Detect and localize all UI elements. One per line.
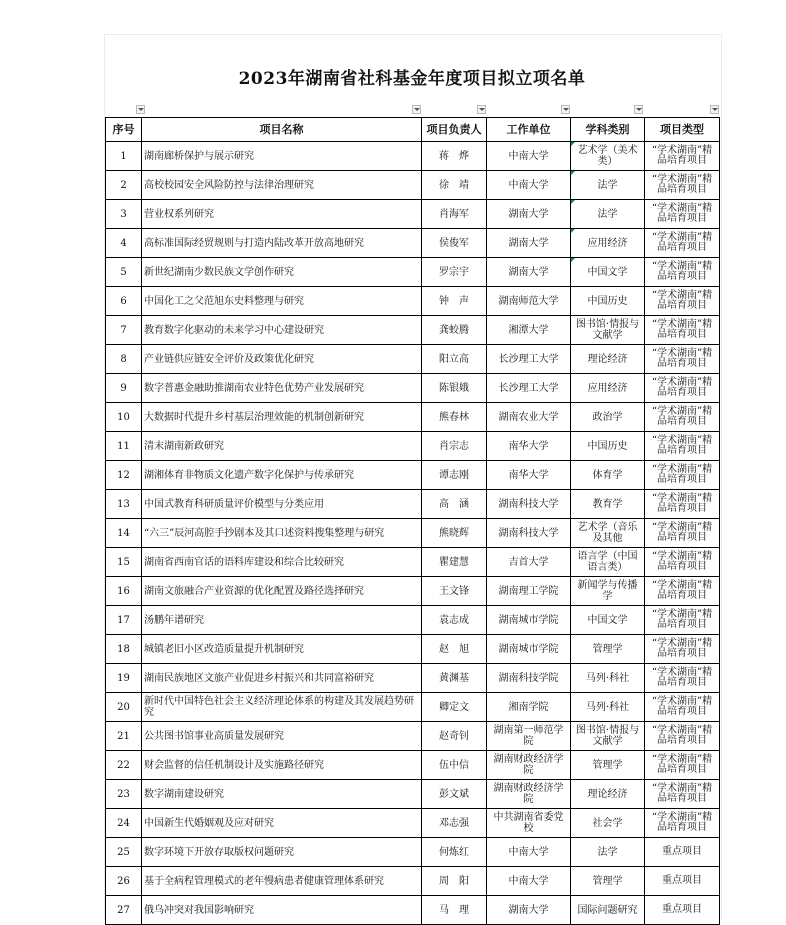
cell-unit[interactable]: 湖南第一师范学院 xyxy=(487,722,571,751)
table-row xyxy=(106,432,720,461)
cell-subject[interactable]: 国际问题研究 xyxy=(571,896,645,925)
cell-project-name[interactable]: 湖湘体育非物质文化遗产数字化保护与传承研究 xyxy=(142,461,422,490)
cell-unit[interactable]: 湖南大学 xyxy=(487,258,571,287)
cell-unit[interactable]: 吉首大学 xyxy=(487,548,571,577)
cell-no[interactable]: 12 xyxy=(106,461,142,490)
table-row xyxy=(106,867,720,896)
cell-lead[interactable]: 卿定文 xyxy=(422,693,487,722)
cell-subject[interactable]: 艺术学（美术类） xyxy=(571,142,645,171)
cell-unit[interactable]: 南华大学 xyxy=(487,432,571,461)
cell-project-name[interactable]: 大数据时代提升乡村基层治理效能的机制创新研究 xyxy=(142,403,422,432)
cell-subject[interactable]: 图书馆·情报与文献学 xyxy=(571,316,645,345)
cell-no[interactable]: 13 xyxy=(106,490,142,519)
cell-unit[interactable]: 湖南农业大学 xyxy=(487,403,571,432)
cell-lead[interactable]: 何炼红 xyxy=(422,838,487,867)
cell-no[interactable]: 20 xyxy=(106,693,142,722)
cell-unit[interactable]: 南华大学 xyxy=(487,461,571,490)
cell-project-type[interactable]: “学术湖南”精品培育项目 xyxy=(645,229,720,258)
table-row xyxy=(106,635,720,664)
cell-no[interactable]: 15 xyxy=(106,548,142,577)
cell-lead[interactable]: 邓志强 xyxy=(422,809,487,838)
column-header-type[interactable]: 项目类型 xyxy=(645,118,720,142)
cell-no[interactable]: 8 xyxy=(106,345,142,374)
cell-unit[interactable]: 湖南大学 xyxy=(487,229,571,258)
table-row xyxy=(106,751,720,780)
cell-project-type[interactable]: “学术湖南”精品培育项目 xyxy=(645,171,720,200)
cell-no[interactable]: 10 xyxy=(106,403,142,432)
cell-no[interactable]: 2 xyxy=(106,171,142,200)
cell-subject[interactable]: 体育学 xyxy=(571,461,645,490)
cell-lead[interactable]: 周 阳 xyxy=(422,867,487,896)
cell-lead[interactable]: 熊晓辉 xyxy=(422,519,487,548)
cell-project-type[interactable]: “学术湖南”精品培育项目 xyxy=(645,258,720,287)
table-row xyxy=(106,606,720,635)
cell-subject[interactable]: 语言学（中国语言类） xyxy=(571,548,645,577)
cell-project-type[interactable]: “学术湖南”精品培育项目 xyxy=(645,722,720,751)
cell-project-name[interactable]: 基于全病程管理模式的老年慢病患者健康管理体系研究 xyxy=(142,867,422,896)
cell-subject[interactable]: 马列·科社 xyxy=(571,664,645,693)
cell-project-type[interactable]: “学术湖南”精品培育项目 xyxy=(645,780,720,809)
cell-unit[interactable]: 湖南师范大学 xyxy=(487,287,571,316)
cell-lead[interactable]: 赵 旭 xyxy=(422,635,487,664)
cell-project-type[interactable]: “学术湖南”精品培育项目 xyxy=(645,664,720,693)
cell-subject[interactable]: 理论经济 xyxy=(571,345,645,374)
cell-subject[interactable]: 中国历史 xyxy=(571,287,645,316)
cell-lead[interactable]: 龚蛟腾 xyxy=(422,316,487,345)
cell-lead[interactable]: 高 涵 xyxy=(422,490,487,519)
cell-no[interactable]: 19 xyxy=(106,664,142,693)
table-row xyxy=(106,200,720,229)
cell-subject[interactable]: 图书馆·情报与文献学 xyxy=(571,722,645,751)
cell-subject[interactable]: 中国历史 xyxy=(571,432,645,461)
cell-subject[interactable]: 管理学 xyxy=(571,635,645,664)
cell-project-name[interactable]: 中国新生代婚姻观及应对研究 xyxy=(142,809,422,838)
column-header-no[interactable]: 序号 xyxy=(106,118,142,142)
cell-project-type[interactable]: “学术湖南”精品培育项目 xyxy=(645,548,720,577)
cell-subject[interactable]: 中国文学 xyxy=(571,258,645,287)
cell-project-name[interactable]: 数字普惠金融助推湖南农业特色优势产业发展研究 xyxy=(142,374,422,403)
cell-lead[interactable]: 阳立高 xyxy=(422,345,487,374)
cell-project-type[interactable]: 重点项目 xyxy=(645,896,720,925)
cell-subject[interactable]: 新闻学与传播学 xyxy=(571,577,645,606)
table-row xyxy=(106,519,720,548)
cell-no[interactable]: 4 xyxy=(106,229,142,258)
table-row xyxy=(106,577,720,606)
cell-project-type[interactable]: “学术湖南”精品培育项目 xyxy=(645,287,720,316)
cell-project-type[interactable]: “学术湖南”精品培育项目 xyxy=(645,606,720,635)
cell-lead[interactable]: 伍中信 xyxy=(422,751,487,780)
cell-no[interactable]: 1 xyxy=(106,142,142,171)
filter-dropdown-icon[interactable] xyxy=(710,105,719,114)
cell-project-type[interactable]: “学术湖南”精品培育项目 xyxy=(645,345,720,374)
cell-project-type[interactable]: “学术湖南”精品培育项目 xyxy=(645,374,720,403)
cell-project-name[interactable]: 新时代中国特色社会主义经济理论体系的构建及其发展趋势研究 xyxy=(142,693,422,722)
cell-unit[interactable]: 中南大学 xyxy=(487,142,571,171)
table-row xyxy=(106,664,720,693)
cell-project-type[interactable]: 重点项目 xyxy=(645,867,720,896)
table-row xyxy=(106,142,720,171)
cell-lead[interactable]: 肖海军 xyxy=(422,200,487,229)
cell-no[interactable]: 6 xyxy=(106,287,142,316)
cell-project-type[interactable]: “学术湖南”精品培育项目 xyxy=(645,432,720,461)
cell-lead[interactable]: 黄渊基 xyxy=(422,664,487,693)
cell-project-name[interactable]: 中国化工之父范旭东史料整理与研究 xyxy=(142,287,422,316)
cell-lead[interactable]: 赵奇钊 xyxy=(422,722,487,751)
cell-lead[interactable]: 马 理 xyxy=(422,896,487,925)
cell-project-name[interactable]: 湖南民族地区文旅产业促进乡村振兴和共同富裕研究 xyxy=(142,664,422,693)
cell-no[interactable]: 11 xyxy=(106,432,142,461)
cell-project-name[interactable]: 汤鹏年谱研究 xyxy=(142,606,422,635)
filter-dropdown-icon[interactable] xyxy=(561,105,570,114)
cell-subject[interactable]: 应用经济 xyxy=(571,229,645,258)
cell-unit[interactable]: 湖南城市学院 xyxy=(487,635,571,664)
cell-unit[interactable]: 中共湖南省委党校 xyxy=(487,809,571,838)
cell-unit[interactable]: 湖南科技大学 xyxy=(487,519,571,548)
cell-project-type[interactable]: “学术湖南”精品培育项目 xyxy=(645,519,720,548)
cell-lead[interactable]: 瞿建慧 xyxy=(422,548,487,577)
cell-project-name[interactable]: 高标准国际经贸规则与打造内陆改革开放高地研究 xyxy=(142,229,422,258)
column-header-name[interactable]: 项目名称 xyxy=(142,118,422,142)
cell-lead[interactable]: 侯俊军 xyxy=(422,229,487,258)
project-list-table xyxy=(105,117,720,925)
page-title: 2023年湖南省社科基金年度项目拟立项名单 xyxy=(238,69,586,89)
cell-unit[interactable]: 湖南大学 xyxy=(487,200,571,229)
cell-project-name[interactable]: 财会监督的信任机制设计及实施路径研究 xyxy=(142,751,422,780)
cell-project-name[interactable]: 高校校园安全风险防控与法律治理研究 xyxy=(142,171,422,200)
cell-no[interactable]: 23 xyxy=(106,780,142,809)
cell-subject[interactable]: 政治学 xyxy=(571,403,645,432)
cell-no[interactable]: 24 xyxy=(106,809,142,838)
filter-row xyxy=(104,104,720,116)
cell-unit[interactable]: 长沙理工大学 xyxy=(487,374,571,403)
column-header-lead[interactable]: 项目负责人 xyxy=(422,118,487,142)
cell-lead[interactable]: 罗宗宇 xyxy=(422,258,487,287)
cell-project-name[interactable]: 公共图书馆事业高质量发展研究 xyxy=(142,722,422,751)
filter-dropdown-icon[interactable] xyxy=(136,105,145,114)
cell-project-name[interactable]: 俄乌冲突对我国影响研究 xyxy=(142,896,422,925)
cell-project-type[interactable]: “学术湖南”精品培育项目 xyxy=(645,490,720,519)
cell-no[interactable]: 14 xyxy=(106,519,142,548)
cell-unit[interactable]: 长沙理工大学 xyxy=(487,345,571,374)
cell-project-type[interactable]: “学术湖南”精品培育项目 xyxy=(645,751,720,780)
cell-lead[interactable]: 徐 靖 xyxy=(422,171,487,200)
table-row xyxy=(106,461,720,490)
column-header-subject[interactable]: 学科类别 xyxy=(571,118,645,142)
table-row xyxy=(106,809,720,838)
cell-project-name[interactable]: 数字环境下开放存取版权问题研究 xyxy=(142,838,422,867)
cell-project-type[interactable]: “学术湖南”精品培育项目 xyxy=(645,316,720,345)
cell-no[interactable]: 25 xyxy=(106,838,142,867)
filter-dropdown-icon[interactable] xyxy=(634,105,643,114)
cell-lead[interactable]: 肖宗志 xyxy=(422,432,487,461)
cell-project-type[interactable]: “学术湖南”精品培育项目 xyxy=(645,809,720,838)
cell-project-name[interactable]: 产业链供应链安全评价及政策优化研究 xyxy=(142,345,422,374)
cell-lead[interactable]: 王文锋 xyxy=(422,577,487,606)
cell-subject[interactable]: 马列·科社 xyxy=(571,693,645,722)
cell-project-type[interactable]: “学术湖南”精品培育项目 xyxy=(645,461,720,490)
cell-lead[interactable]: 袁志成 xyxy=(422,606,487,635)
cell-lead[interactable]: 钟 声 xyxy=(422,287,487,316)
cell-subject[interactable]: 管理学 xyxy=(571,751,645,780)
table-row xyxy=(106,345,720,374)
cell-project-name[interactable]: 湖南省西南官话的语料库建设和综合比较研究 xyxy=(142,548,422,577)
cell-project-type[interactable]: “学术湖南”精品培育项目 xyxy=(645,693,720,722)
table-row xyxy=(106,374,720,403)
cell-project-type[interactable]: “学术湖南”精品培育项目 xyxy=(645,403,720,432)
table-row xyxy=(106,287,720,316)
cell-subject[interactable]: 法学 xyxy=(571,171,645,200)
cell-no[interactable]: 22 xyxy=(106,751,142,780)
cell-unit[interactable]: 湖南大学 xyxy=(487,896,571,925)
cell-project-type[interactable]: “学术湖南”精品培育项目 xyxy=(645,200,720,229)
cell-no[interactable]: 27 xyxy=(106,896,142,925)
cell-lead[interactable]: 谭志刚 xyxy=(422,461,487,490)
table-row xyxy=(106,548,720,577)
cell-no[interactable]: 7 xyxy=(106,316,142,345)
cell-subject[interactable]: 艺术学（音乐及其他 xyxy=(571,519,645,548)
cell-no[interactable]: 16 xyxy=(106,577,142,606)
cell-project-type[interactable]: “学术湖南”精品培育项目 xyxy=(645,635,720,664)
cell-unit[interactable]: 中南大学 xyxy=(487,171,571,200)
table-row xyxy=(106,171,720,200)
cell-project-name[interactable]: 湖南廊桥保护与展示研究 xyxy=(142,142,422,171)
cell-project-type[interactable]: “学术湖南”精品培育项目 xyxy=(645,577,720,606)
cell-no[interactable]: 21 xyxy=(106,722,142,751)
cell-unit[interactable]: 湖南城市学院 xyxy=(487,606,571,635)
table-row xyxy=(106,693,720,722)
cell-unit[interactable]: 中南大学 xyxy=(487,867,571,896)
cell-lead[interactable]: 熊春林 xyxy=(422,403,487,432)
cell-subject[interactable]: 中国文学 xyxy=(571,606,645,635)
cell-project-name[interactable]: 中国式教育科研质量评价模型与分类应用 xyxy=(142,490,422,519)
table-row xyxy=(106,229,720,258)
table-row xyxy=(106,490,720,519)
cell-unit[interactable]: 湖南财政经济学院 xyxy=(487,780,571,809)
cell-project-name[interactable]: 清末湖南新政研究 xyxy=(142,432,422,461)
cell-subject[interactable]: 法学 xyxy=(571,838,645,867)
column-header-unit[interactable]: 工作单位 xyxy=(487,118,571,142)
cell-project-type[interactable]: 重点项目 xyxy=(645,838,720,867)
cell-unit[interactable]: 湖南理工学院 xyxy=(487,577,571,606)
cell-no[interactable]: 5 xyxy=(106,258,142,287)
cell-subject[interactable]: 法学 xyxy=(571,200,645,229)
cell-unit[interactable]: 湖南科技大学 xyxy=(487,490,571,519)
cell-subject[interactable]: 理论经济 xyxy=(571,780,645,809)
table-row xyxy=(106,403,720,432)
cell-unit[interactable]: 湖南科技学院 xyxy=(487,664,571,693)
cell-unit[interactable]: 湖南财政经济学院 xyxy=(487,751,571,780)
cell-project-name[interactable]: 营业权系列研究 xyxy=(142,200,422,229)
cell-no[interactable]: 17 xyxy=(106,606,142,635)
cell-lead[interactable]: 蒋 烨 xyxy=(422,142,487,171)
cell-no[interactable]: 9 xyxy=(106,374,142,403)
cell-unit[interactable]: 湘南学院 xyxy=(487,693,571,722)
filter-dropdown-icon[interactable] xyxy=(477,105,486,114)
cell-subject[interactable]: 管理学 xyxy=(571,867,645,896)
table-row xyxy=(106,258,720,287)
table-row xyxy=(106,780,720,809)
cell-unit[interactable]: 中南大学 xyxy=(487,838,571,867)
cell-project-name[interactable]: “六三”辰河高腔手抄剧本及其口述资料搜集整理与研究 xyxy=(142,519,422,548)
table-row xyxy=(106,316,720,345)
table-row xyxy=(106,838,720,867)
cell-subject[interactable]: 社会学 xyxy=(571,809,645,838)
cell-project-name[interactable]: 新世纪湖南少数民族文学创作研究 xyxy=(142,258,422,287)
cell-project-name[interactable]: 湖南文旅融合产业资源的优化配置及路径选择研究 xyxy=(142,577,422,606)
cell-no[interactable]: 3 xyxy=(106,200,142,229)
cell-lead[interactable]: 陈银娥 xyxy=(422,374,487,403)
table-header-row xyxy=(106,118,720,142)
cell-unit[interactable]: 湘潭大学 xyxy=(487,316,571,345)
table-row xyxy=(106,722,720,751)
cell-project-name[interactable]: 教育数字化驱动的未来学习中心建设研究 xyxy=(142,316,422,345)
cell-project-name[interactable]: 城镇老旧小区改造质量提升机制研究 xyxy=(142,635,422,664)
table-row xyxy=(106,896,720,925)
filter-dropdown-icon[interactable] xyxy=(412,105,421,114)
cell-no[interactable]: 18 xyxy=(106,635,142,664)
cell-no[interactable]: 26 xyxy=(106,867,142,896)
cell-subject[interactable]: 应用经济 xyxy=(571,374,645,403)
cell-lead[interactable]: 彭文斌 xyxy=(422,780,487,809)
cell-project-type[interactable]: “学术湖南”精品培育项目 xyxy=(645,142,720,171)
cell-subject[interactable]: 教育学 xyxy=(571,490,645,519)
cell-project-name[interactable]: 数字湖南建设研究 xyxy=(142,780,422,809)
